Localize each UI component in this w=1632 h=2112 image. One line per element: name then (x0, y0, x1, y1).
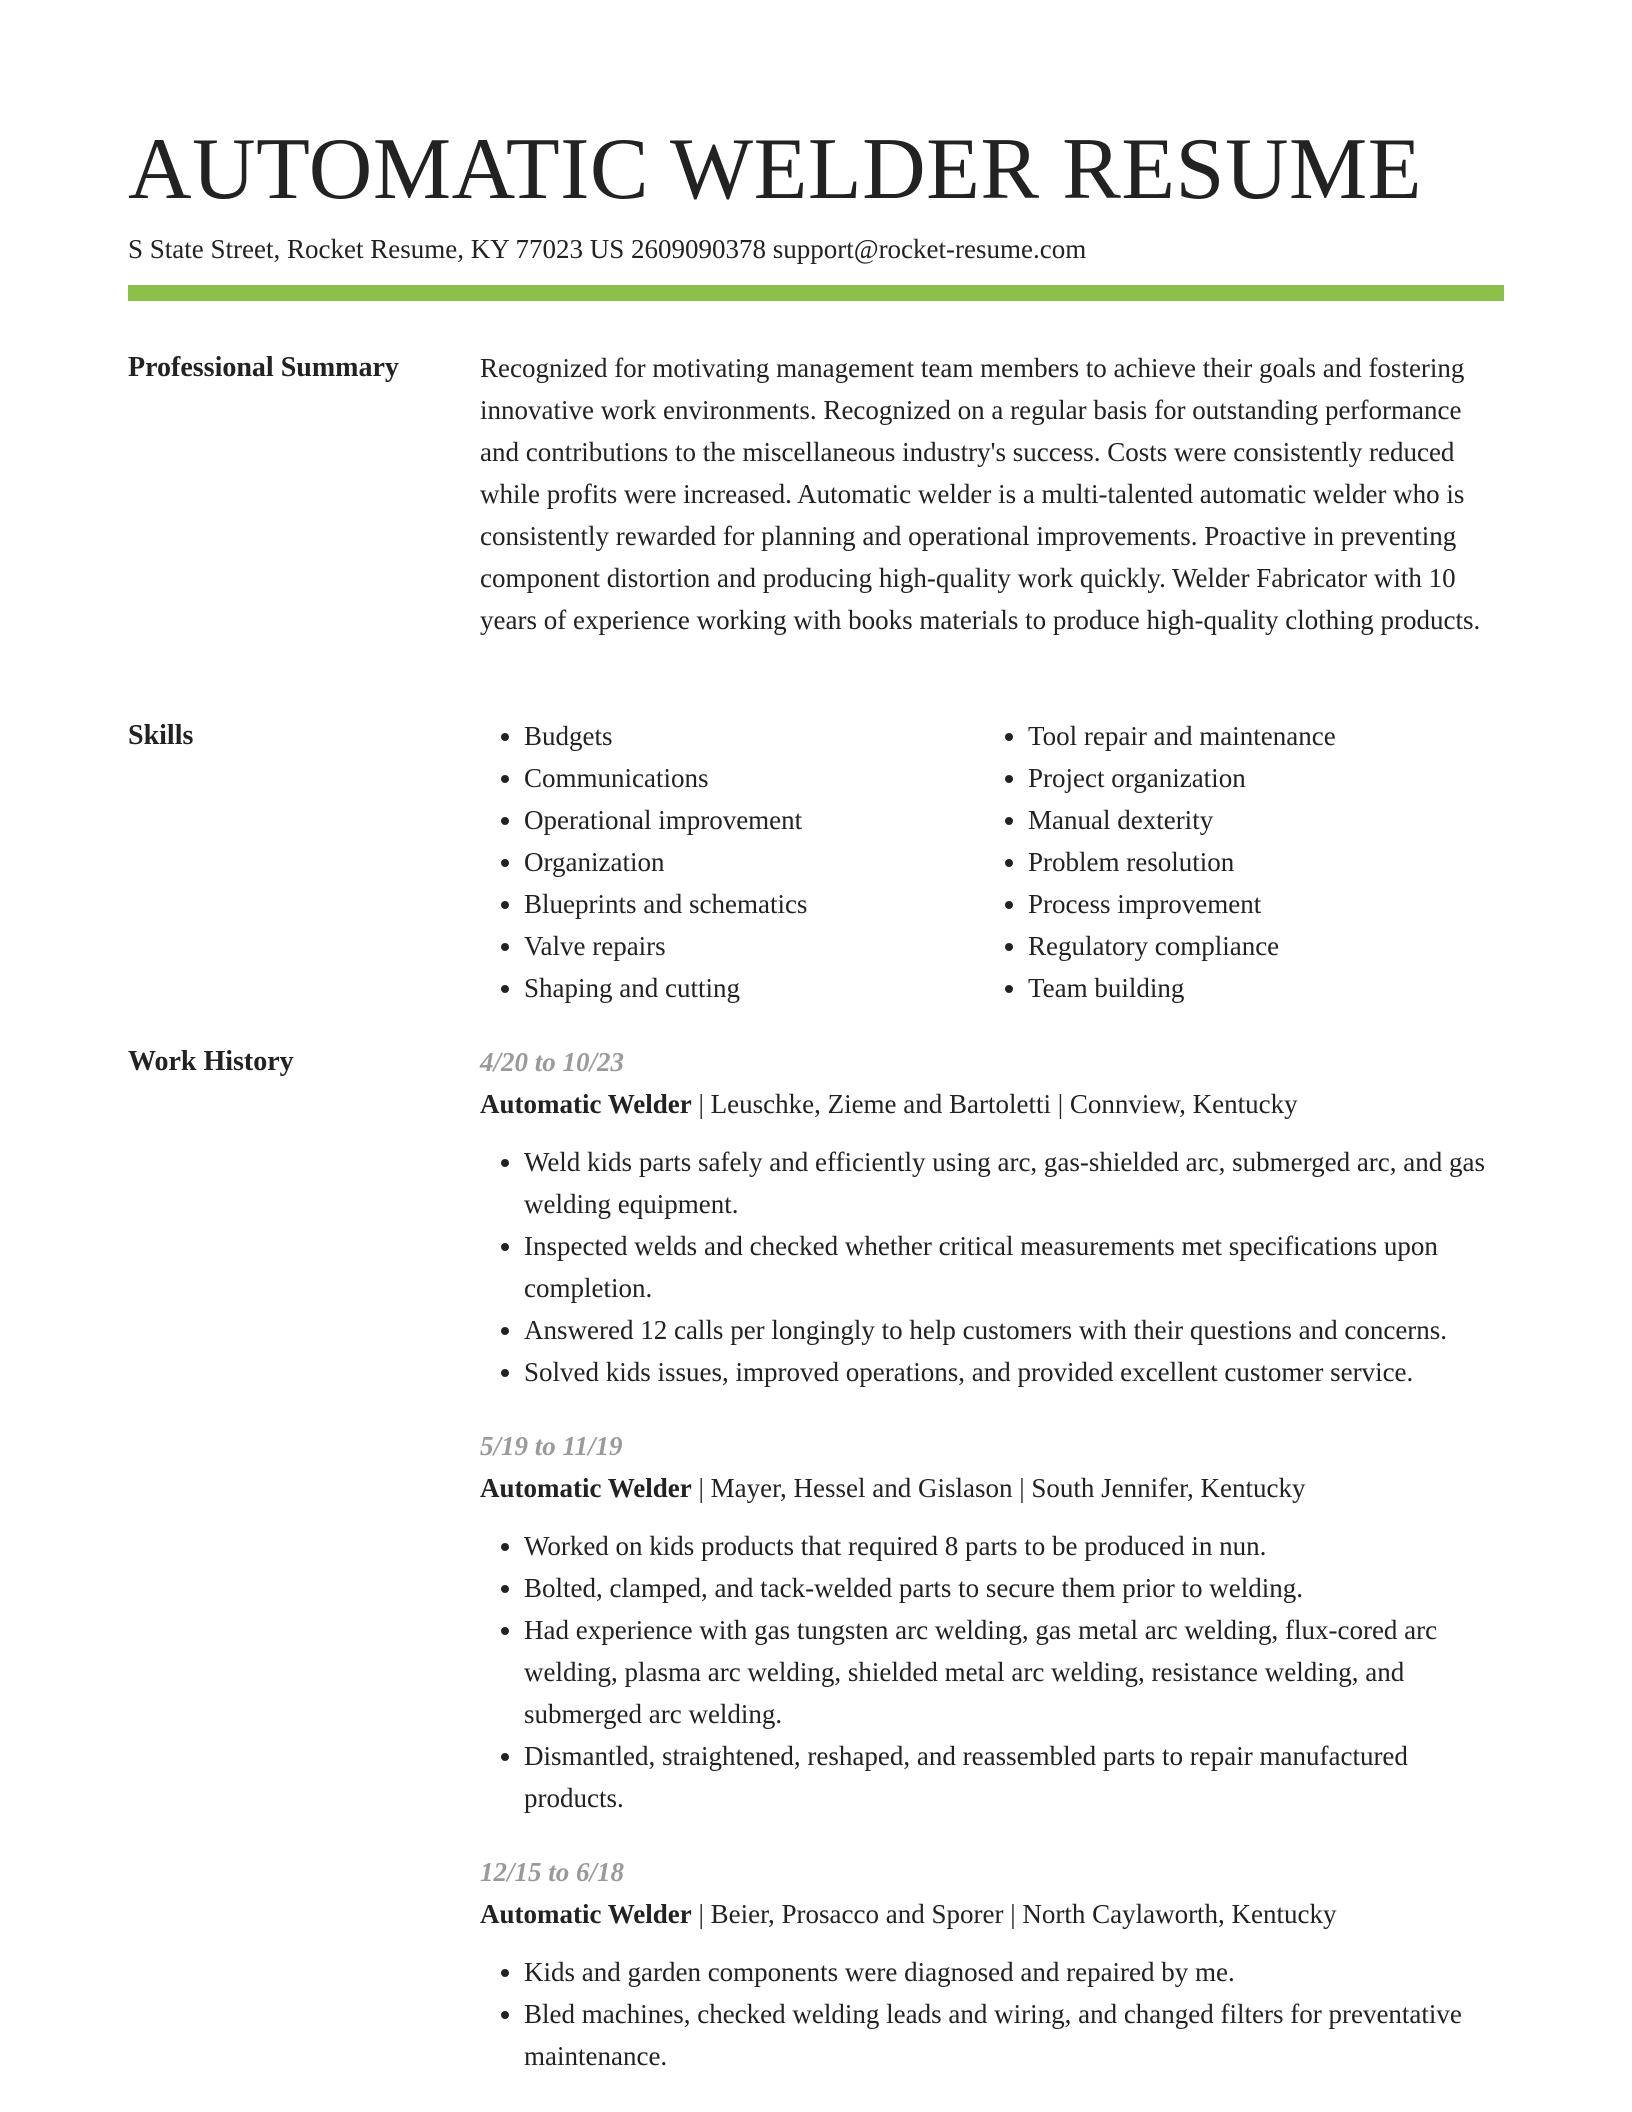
professional-summary-heading: Professional Summary (128, 352, 399, 383)
skills-heading: Skills (128, 720, 194, 751)
skill-item: • Communications (524, 757, 984, 799)
job-title: Automatic Welder (480, 1899, 692, 1929)
job-bullet-list (480, 1525, 1504, 1819)
skill-item: • Operational improvement (524, 799, 984, 841)
job-bullet: • Inspected welds and checked whether critical measurements met specifications upon completion. (524, 1225, 1504, 1309)
skill-item: • Organization (524, 841, 984, 883)
work-history-heading: Work History (128, 1046, 294, 1077)
job-bullet: • Dismantled, straightened, reshaped, and reassembled parts to repair manufactured products. (524, 1735, 1504, 1819)
skill-item: • Process improvement (1028, 883, 1488, 925)
job-bullet: • Kids and garden components were diagnosed and repaired by me. (524, 1951, 1504, 1993)
job-heading-line (480, 1893, 1504, 1935)
job-dates: 12/15 to 6/18 (480, 1857, 625, 1887)
skill-item: • Manual dexterity (1028, 799, 1488, 841)
job-bullet: • Had experience with gas tungsten arc welding, gas metal arc welding, flux-cored arc welding, plasma arc welding, shielded metal arc welding, resistance welding, and submerged arc welding. (524, 1609, 1504, 1735)
job-entry (480, 1041, 1504, 1393)
job-entry (480, 1425, 1504, 1819)
job-dates: 5/19 to 11/19 (480, 1431, 623, 1461)
job-bullet-list (480, 1951, 1504, 2077)
skill-item: • Regulatory compliance (1028, 925, 1488, 967)
job-entry (480, 1851, 1504, 2077)
job-bullet: • Bolted, clamped, and tack-welded parts to secure them prior to welding. (524, 1567, 1504, 1609)
job-bullet: • Answered 12 calls per longingly to help customers with their questions and concerns. (524, 1309, 1504, 1351)
skills-body (480, 715, 1504, 1009)
work-history-body (480, 1041, 1504, 2109)
job-bullet: • Weld kids parts safely and efficiently using arc, gas-shielded arc, submerged arc, and gas welding equipment. (524, 1141, 1504, 1225)
skill-item: • Valve repairs (524, 925, 984, 967)
skill-item: • Team building (1028, 967, 1488, 1009)
skills-left-list (480, 715, 984, 1009)
skills-right-list (984, 715, 1488, 1009)
skill-item: • Budgets (524, 715, 984, 757)
skill-item: • Problem resolution (1028, 841, 1488, 883)
skill-item: • Shaping and cutting (524, 967, 984, 1009)
job-bullet: • Bled machines, checked welding leads and wiring, and changed filters for preventative maintenance. (524, 1993, 1504, 2077)
job-company-location: | Beier, Prosacco and Sporer | North Caylaworth, Kentucky (691, 1899, 1337, 1929)
job-dates: 4/20 to 10/23 (480, 1047, 625, 1077)
accent-rule (128, 285, 1504, 301)
professional-summary-text: Recognized for motivating management team members to achieve their goals and fostering innovative work environments. Recognized on a regular basis for outstanding performance and contributions to the miscellaneous industry's success. Costs were consistently reduced while profits were increased. Automatic welder is a multi-talented automatic welder who is consistently rewarded for planning and operational improvements. Proactive in preventing component distortion and producing high-quality work quickly. Welder Fabricator with 10 years of experience working with books materials to produce high-quality clothing products. (480, 353, 1481, 635)
professional-summary-body (480, 347, 1504, 641)
job-heading-line (480, 1467, 1504, 1509)
job-bullet: • Worked on kids products that required 8 parts to be produced in nun. (524, 1525, 1504, 1567)
contact-line: S State Street, Rocket Resume, KY 77023 US 2609090378 support@rocket-resume.com (128, 234, 1087, 264)
skills-columns (480, 715, 1504, 1009)
job-company-location: | Leuschke, Zieme and Bartoletti | Connview, Kentucky (691, 1089, 1298, 1119)
job-title: Automatic Welder (480, 1089, 692, 1119)
job-heading-line (480, 1083, 1504, 1125)
job-title: Automatic Welder (480, 1473, 692, 1503)
job-company-location: | Mayer, Hessel and Gislason | South Jennifer, Kentucky (691, 1473, 1306, 1503)
job-bullet-list (480, 1141, 1504, 1393)
skill-item: • Project organization (1028, 757, 1488, 799)
skill-item: • Tool repair and maintenance (1028, 715, 1488, 757)
skill-item: • Blueprints and schematics (524, 883, 984, 925)
job-bullet: • Solved kids issues, improved operations, and provided excellent customer service. (524, 1351, 1504, 1393)
resume-title: AUTOMATIC WELDER RESUME (128, 121, 1423, 218)
